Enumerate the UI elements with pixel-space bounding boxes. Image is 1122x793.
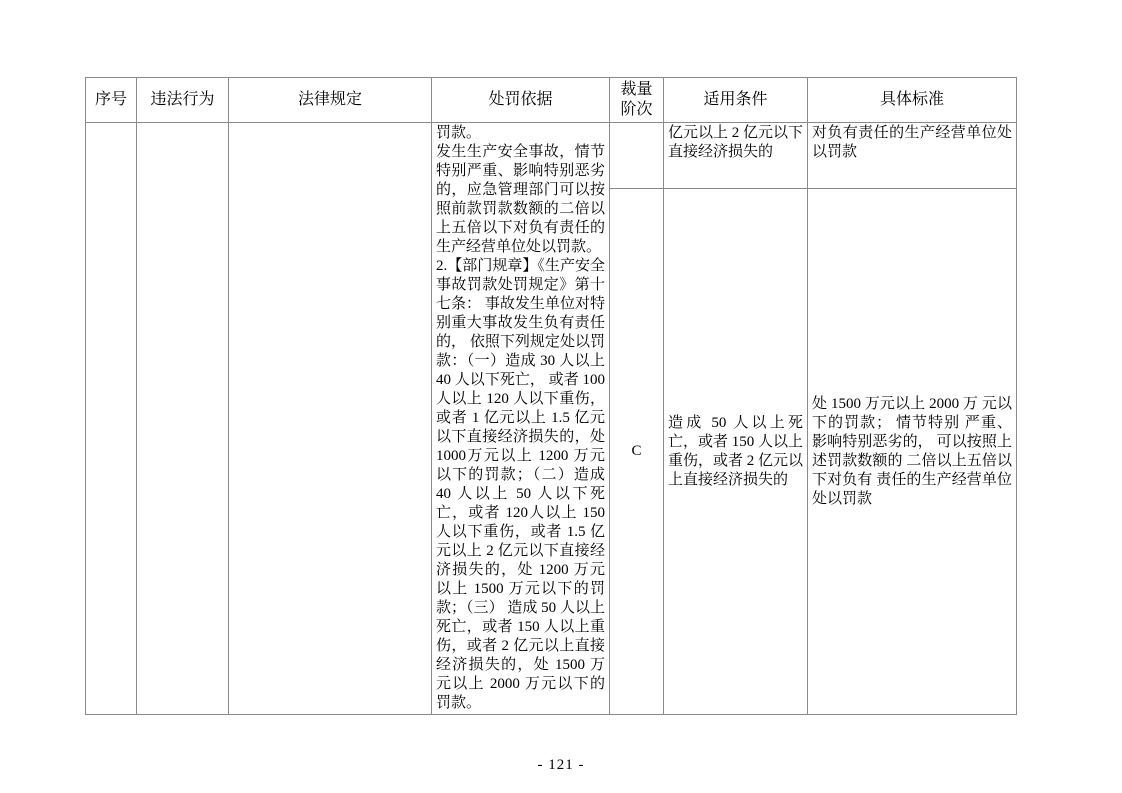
discretion-level-header-label: 裁量阶次	[620, 81, 653, 118]
penalty-basis-paragraph-1: 罚款。	[436, 125, 482, 141]
col-header-legal-provision: 法律规定	[229, 78, 432, 123]
penalty-basis-paragraph-2: 发生生产安全事故，情节特别严重、影响特别恶劣的，应急管理部门可以按照前款罚款数额的二倍以上五倍以下对负有责任的生产经营单位处以罚款。	[436, 144, 605, 255]
cell-discretion-level-row2: C	[610, 189, 664, 715]
col-header-illegal-act: 违法行为	[137, 78, 229, 123]
cell-discretion-level-row1	[610, 123, 664, 189]
col-header-applicable-condition: 适用条件	[664, 78, 808, 123]
page-number: - 121 -	[537, 757, 585, 773]
cell-specific-standard-row2: 处 1500 万元以上 2000 万 元以下的罚款； 情节特别 严重、影响特别恶劣的， 可以按照上述罚款数额的 二倍以上五倍以下对负有 责任的生产经营单位处以罚款	[808, 189, 1017, 715]
col-header-serial-number: 序号	[86, 78, 137, 123]
cell-penalty-basis	[432, 123, 610, 715]
cell-applicable-condition-row1: 亿元以上 2 亿元以下直接经济损失的	[664, 123, 808, 189]
col-header-penalty-basis: 处罚依据	[432, 78, 610, 123]
penalty-standards-table	[85, 77, 1017, 715]
penalty-basis-paragraph-3: 2.【部门规章】《生产安全事故罚款处罚规定》第十七条： 事故发生单位对特别重大事故发生负有责任的， 依照下列规定处以罚款：（一）造成 30 人以上 40 人以下死亡， 或者 100 人以上 120 人以下重伤， 或者 1 亿元以上 1.5 亿元以下直接经济损失的，处 1000万元以上 1200 万元以下的罚款；（二）造成 40 人以上 50 人以下死亡，或者 120人以上 150 人以下重伤，或者 1.5 亿元以上 2 亿元以下直接经济损失的，处 1200 万元以上 1500 万元以下的罚款；（三） 造成 50 人以上死亡，或者 150 人以上重伤，或者 2 亿元以上直接经济损失的，处 1500 万元以上 2000 万元以下的罚款。	[436, 258, 605, 711]
table-row	[86, 123, 1017, 189]
cell-serial-number	[86, 123, 137, 715]
cell-specific-standard-row1: 对负有责任的生产经营单位处以罚款	[808, 123, 1017, 189]
cell-applicable-condition-row2: 造成 50 人以上死亡，或者 150 人以上重伤，或者 2 亿元以上直接经济损失的	[664, 189, 808, 715]
table-header-row	[86, 78, 1017, 123]
cell-legal-provision	[229, 123, 432, 715]
cell-illegal-act	[137, 123, 229, 715]
col-header-specific-standard: 具体标准	[808, 78, 1017, 123]
col-header-discretion-level	[610, 78, 664, 123]
